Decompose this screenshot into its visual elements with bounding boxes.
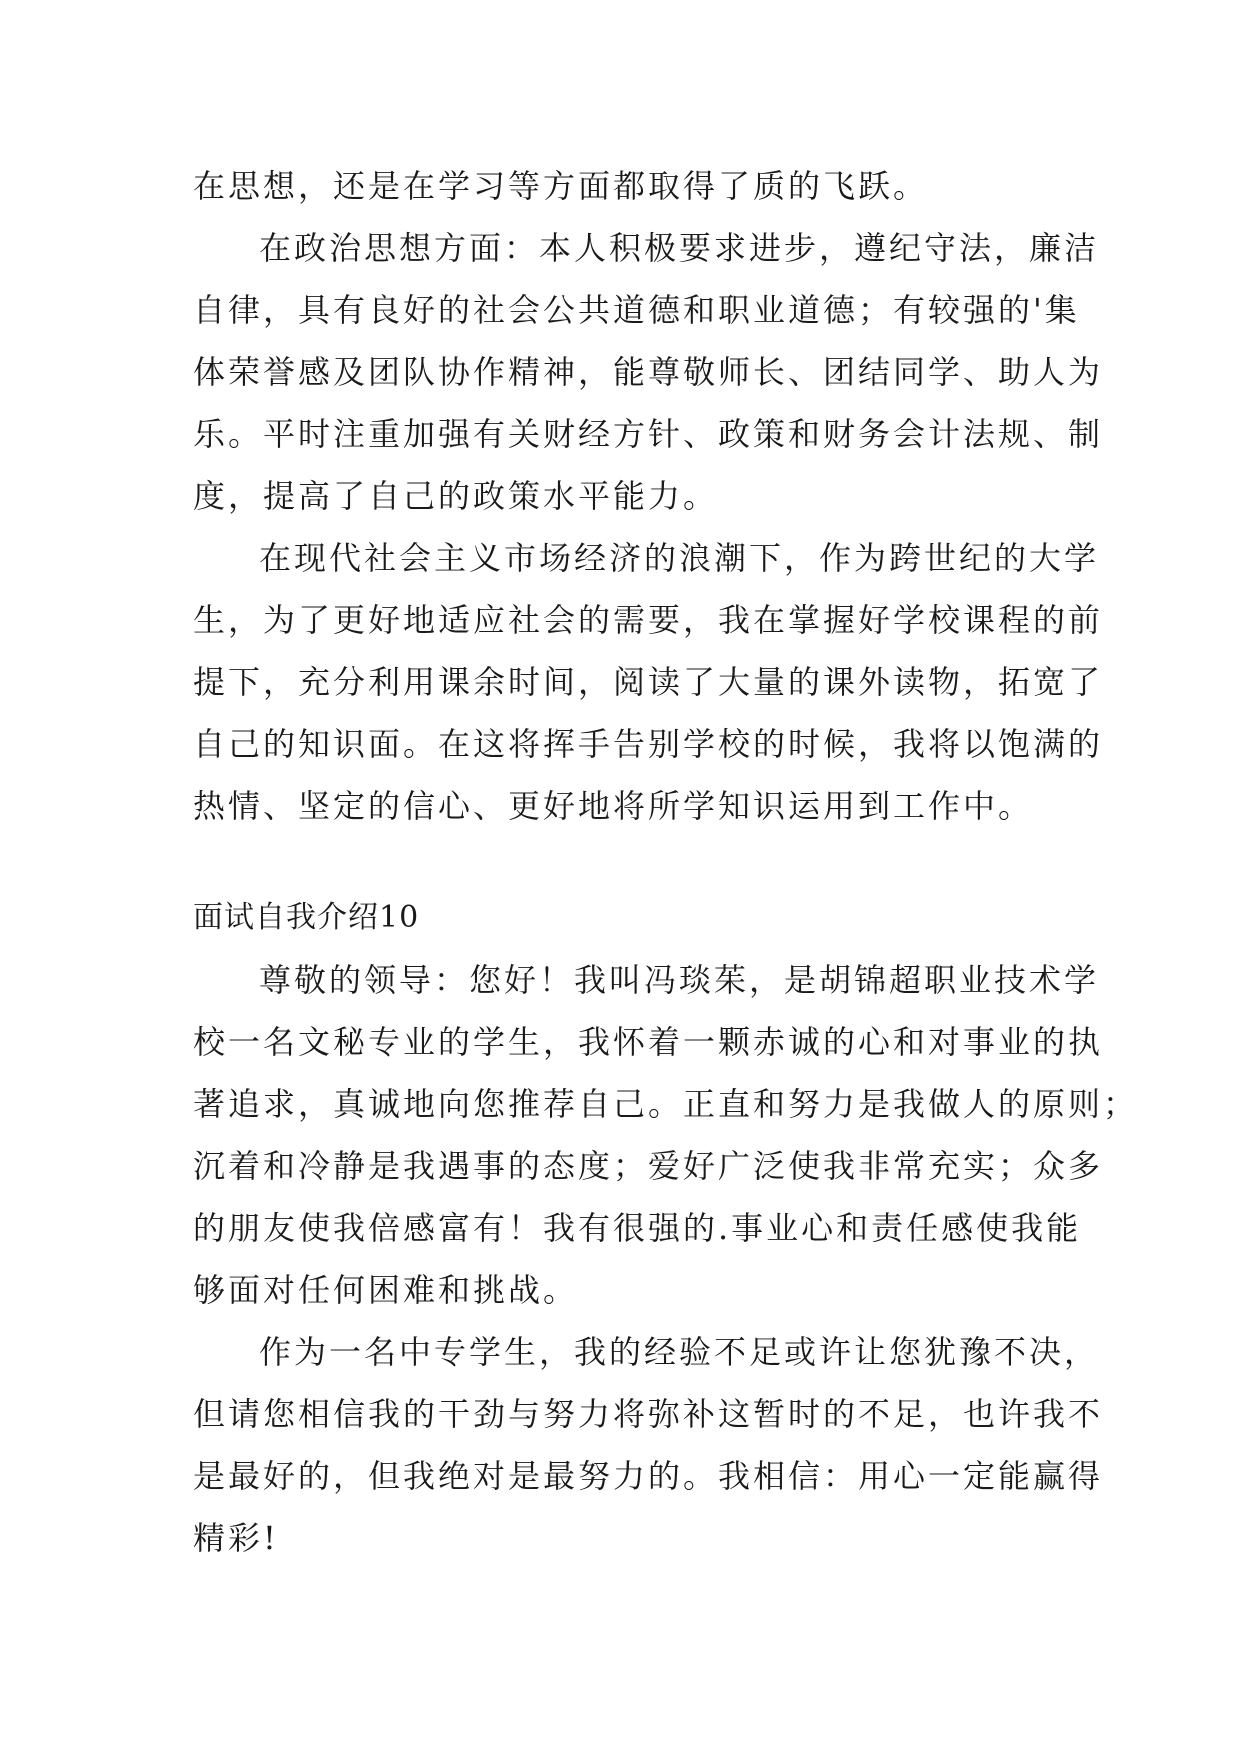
text-line: 在政治思想方面：本人积极要求进步，遵纪守法，廉洁	[259, 229, 1100, 267]
text-line: 精彩!	[193, 1519, 279, 1557]
text-line: 热情、坚定的信心、更好地将所学知识运用到工作中。	[193, 787, 1034, 825]
text-line: 在现代社会主义市场经济的浪潮下，作为跨世纪的大学	[259, 539, 1100, 577]
text-line: 是最好的，但我绝对是最努力的。我相信：用心一定能赢得	[193, 1457, 1104, 1495]
text-line: 作为一名中专学生，我的经验不足或许让您犹豫不决，	[259, 1333, 1100, 1371]
paragraph-closing	[193, 1321, 1104, 1569]
text-line: 够面对任何困难和挑战。	[193, 1271, 579, 1309]
text-line: 尊敬的领导：您好！我叫冯琰茱，是胡锦超职业技术学	[259, 961, 1100, 999]
paragraph-political-thought	[193, 217, 1104, 527]
paragraph-continuation	[193, 155, 1055, 217]
text-line: 的朋友使我倍感富有！我有很强的.事业心和责任感使我能	[193, 1209, 1082, 1247]
section-spacer	[193, 837, 1055, 887]
text-line: 提下，充分利用课余时间，阅读了大量的课外读物，拓宽了	[193, 663, 1104, 701]
text-line: 但请您相信我的干劲与努力将弥补这暂时的不足，也许我不	[193, 1395, 1104, 1433]
text-line: 自己的知识面。在这将挥手告别学校的时候，我将以饱满的	[193, 725, 1104, 763]
text-line: 校一名文秘专业的学生，我怀着一颗赤诚的心和对事业的执	[193, 1023, 1104, 1061]
text-line: 沉着和冷静是我遇事的态度；爱好广泛使我非常充实；众多	[193, 1147, 1104, 1185]
text-line: 自律，具有良好的社会公共道德和职业道德；有较强的'集	[193, 291, 1080, 329]
paragraph-market-economy	[193, 527, 1104, 837]
text-line: 度，提高了自己的政策水平能力。	[193, 477, 719, 515]
paragraph-greeting	[193, 949, 1139, 1321]
text-line: 在思想，还是在学习等方面都取得了质的飞跃。	[193, 167, 929, 205]
section-heading: 面试自我介绍10	[193, 900, 420, 935]
text-line: 体荣誉感及团队协作精神，能尊敬师长、团结同学、助人为	[193, 353, 1104, 391]
text-line: 著追求，真诚地向您推荐自己。正直和努力是我做人的原则；	[193, 1085, 1139, 1123]
text-line: 乐。平时注重加强有关财经方针、政策和财务会计法规、制	[193, 415, 1104, 453]
document-page	[193, 155, 1139, 1569]
text-line: 生，为了更好地适应社会的需要，我在掌握好学校课程的前	[193, 601, 1104, 639]
